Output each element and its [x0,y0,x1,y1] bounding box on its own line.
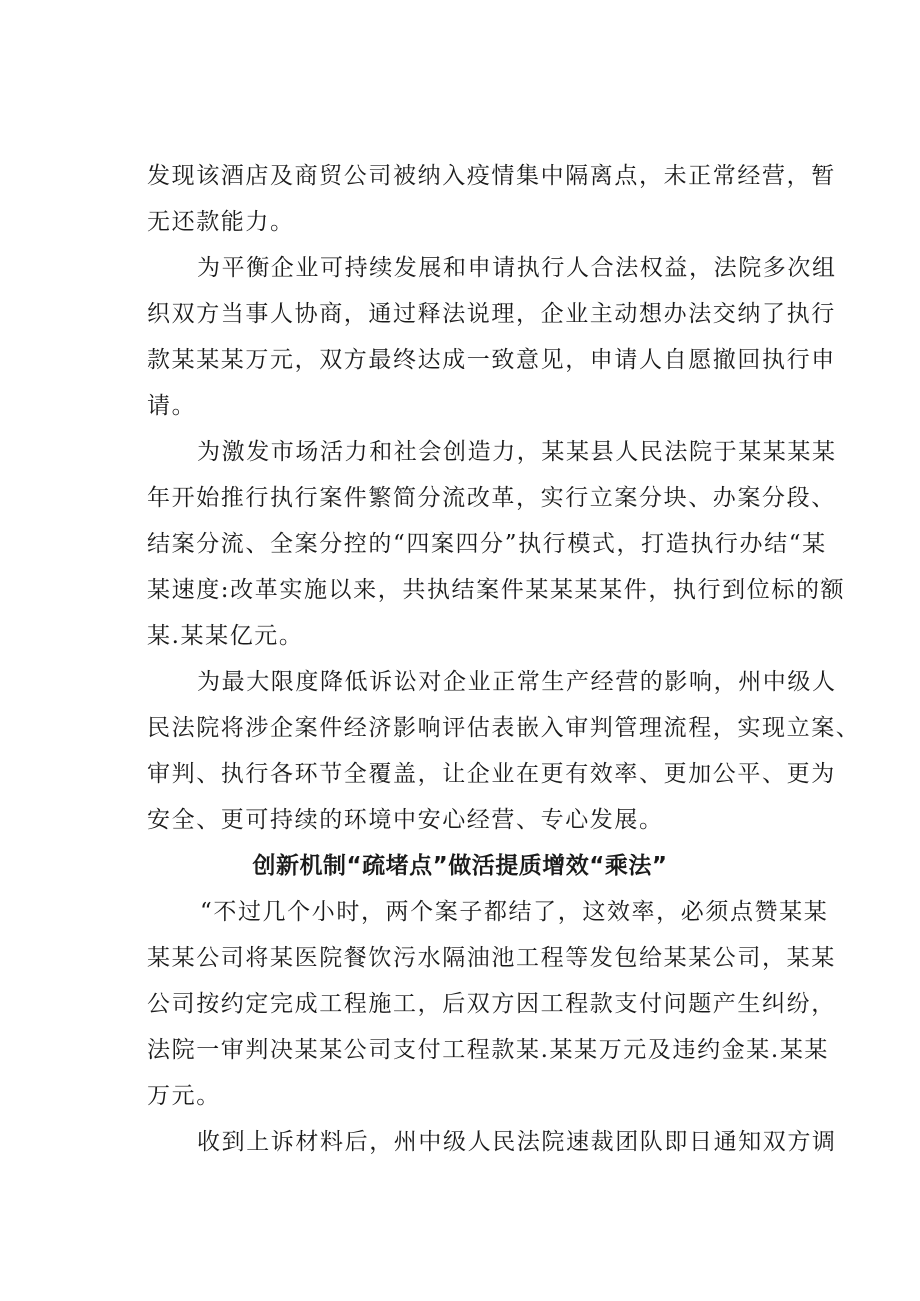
paragraph-3-line-4: 某速度:改革实施以来，共执结案件某某某某件，执行到位标的额 [147,577,846,603]
paragraph-5-line-1: “不过几个小时，两个案子都结了，这效率，必须点赞某某 [200,899,829,925]
paragraph-5-line-4: 法院一审判决某某公司支付工程款某.某某万元及违约金某.某某 [147,1037,830,1063]
paragraph-1-line-1: 发现该酒店及商贸公司被纳入疫情集中隔离点，未正常经营，暂 [147,163,836,189]
paragraph-5-line-5: 万元。 [147,1083,221,1109]
paragraph-2-line-3: 款某某某万元，双方最终达成一致意见，申请人自愿撤回执行申 [147,347,836,373]
paragraph-3-line-3: 结案分流、全案分控的“四案四分”执行模式，打造执行办结“某 [147,531,827,557]
paragraph-4-line-1: 为最大限度降低诉讼对企业正常生产经营的影响，州中级人 [197,669,837,695]
paragraph-4-line-4: 安全、更可持续的环境中安心经营、专心发展。 [147,807,664,833]
section-heading: 创新机制“疏堵点”做活提质增效“乘法” [252,853,668,879]
paragraph-2-line-2: 织双方当事人协商，通过释法说理，企业主动想办法交纳了执行 [147,301,836,327]
paragraph-3-line-2: 年开始推行执行案件繁简分流改革，实行立案分块、办案分段、 [147,485,836,511]
paragraph-3-line-5: 某.某某亿元。 [147,623,304,649]
paragraph-3-line-1: 为激发市场活力和社会创造力，某某县人民法院于某某某某 [197,439,837,465]
paragraph-4-line-2: 民法院将涉企案件经济影响评估表嵌入审判管理流程，实现立案、 [147,715,861,741]
paragraph-5-line-2: 某某公司将某医院餐饮污水隔油池工程等发包给某某公司，某某 [147,945,836,971]
paragraph-4-line-3: 审判、执行各环节全覆盖，让企业在更有效率、更加公平、更为 [147,761,836,787]
paragraph-2-line-1: 为平衡企业可持续发展和申请执行人合法权益，法院多次组 [197,255,837,281]
paragraph-6-line-1: 收到上诉材料后，州中级人民法院速裁团队即日通知双方调 [197,1129,837,1155]
paragraph-1-line-2: 无还款能力。 [147,209,295,235]
paragraph-2-line-4: 请。 [147,393,197,419]
paragraph-5-line-3: 公司按约定完成工程施工，后双方因工程款支付问题产生纠纷， [147,991,836,1017]
